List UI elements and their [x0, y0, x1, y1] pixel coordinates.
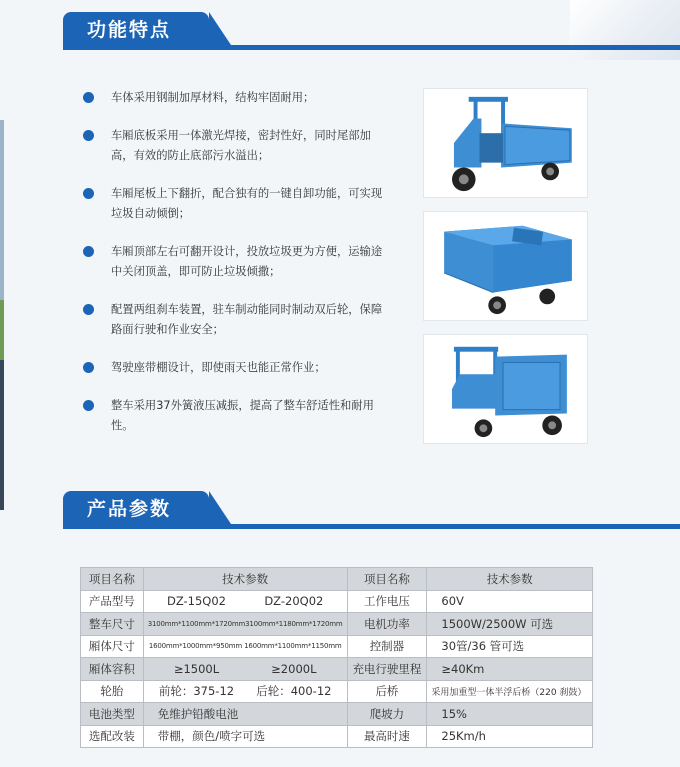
bullet-dot-icon [83, 362, 94, 373]
tricycle-rear-view-photo [423, 334, 588, 444]
params-title: 产品参数 [63, 491, 209, 527]
row-label: 最高时速 [347, 725, 427, 748]
row-value: 带棚，颜色/喷字可选 [143, 725, 347, 748]
feature-item: 配置两组刹车装置，驻车制动能同时制动双后轮，保障路面行驶和作业安全； [83, 300, 393, 340]
row-value: 15% [427, 703, 593, 726]
row-label: 厢体容积 [81, 658, 144, 681]
feature-item: 驾驶座带棚设计，即使雨天也能正常作业； [83, 358, 393, 378]
bullet-dot-icon [83, 92, 94, 103]
table-row [81, 590, 593, 613]
row-value: 1500W/2500W 可选 [427, 613, 593, 636]
feature-item: 车厢顶部左右可翻开设计，投放垃圾更为方便，运输途中关闭顶盖，即可防止垃圾倾撒； [83, 242, 393, 282]
feature-item: 车厢尾板上下翻折，配合独有的一键自卸功能，可实现垃圾自动倾倒； [83, 184, 393, 224]
bullet-dot-icon [83, 304, 94, 315]
features-title: 功能特点 [63, 12, 209, 48]
table-row [81, 703, 593, 726]
tricycle-front-view-photo [423, 88, 588, 198]
row-value: 3100mm*1100mm*1720mm 3100mm*1180mm*1720mm [143, 613, 347, 636]
table-header-row [81, 568, 593, 591]
row-label: 后桥 [347, 680, 427, 703]
row-value: 采用加重型一体半浮后桥（220 刹鼓） [427, 680, 593, 703]
table-row [81, 680, 593, 703]
row-value: 30管/36 管可选 [427, 635, 593, 658]
row-label: 选配改装 [81, 725, 144, 748]
table-header-cell: 技术参数 [427, 568, 593, 591]
left-edge-strip [0, 360, 4, 510]
bullet-dot-icon [83, 246, 94, 257]
feature-item: 车体采用钢制加厚材料，结构牢固耐用； [83, 88, 393, 108]
table-row [81, 635, 593, 658]
table-header-cell: 项目名称 [347, 568, 427, 591]
row-label: 电池类型 [81, 703, 144, 726]
table-row [81, 725, 593, 748]
cargo-box-photo [423, 211, 588, 321]
row-label: 充电行驶里程 [347, 658, 427, 681]
spec-table [80, 567, 593, 748]
table-row [81, 613, 593, 636]
row-label: 轮胎 [81, 680, 144, 703]
table-header-cell: 项目名称 [81, 568, 144, 591]
row-label: 控制器 [347, 635, 427, 658]
row-label: 厢体尺寸 [81, 635, 144, 658]
row-label: 工作电压 [347, 590, 427, 613]
bullet-dot-icon [83, 400, 94, 411]
row-label: 爬坡力 [347, 703, 427, 726]
table-header-cell: 技术参数 [143, 568, 347, 591]
row-value: ≥1500L ≥2000L [143, 658, 347, 681]
features-list [83, 88, 393, 454]
row-value: 免维护铅酸电池 [143, 703, 347, 726]
row-value: 前轮：375-12 后轮：400-12 [143, 680, 347, 703]
row-value: ≥40Km [427, 658, 593, 681]
section-rule [63, 524, 680, 529]
row-label: 产品型号 [81, 590, 144, 613]
row-value: 60V [427, 590, 593, 613]
feature-item: 车厢底板采用一体激光焊接，密封性好，同时尾部加高，有效的防止底部污水溢出； [83, 126, 393, 166]
row-value: 1600mm*1000mm*950mm 1600mm*1100mm*1150mm [143, 635, 347, 658]
bullet-dot-icon [83, 130, 94, 141]
row-label: 电机功率 [347, 613, 427, 636]
row-value: 25Km/h [427, 725, 593, 748]
bullet-dot-icon [83, 188, 94, 199]
left-edge-strip [0, 120, 4, 300]
left-edge-strip [0, 300, 4, 360]
row-value: DZ-15Q02 DZ-20Q02 [143, 590, 347, 613]
features-section-header [63, 12, 680, 50]
section-rule [63, 45, 680, 50]
params-section-header [63, 491, 680, 529]
feature-item: 整车采用37外簧液压减振，提高了整车舒适性和耐用性。 [83, 396, 393, 436]
row-label: 整车尺寸 [81, 613, 144, 636]
table-row [81, 658, 593, 681]
